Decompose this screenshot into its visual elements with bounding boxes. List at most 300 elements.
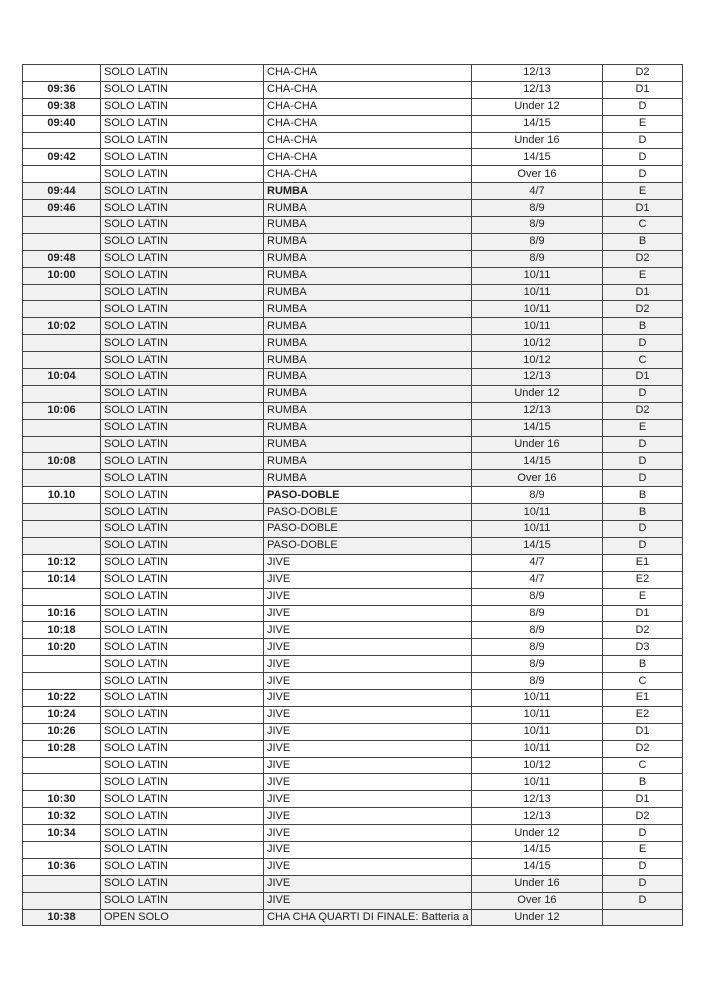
age-cell: 8/9	[472, 639, 603, 656]
time-cell: 10:24	[23, 706, 101, 723]
category-cell: SOLO LATIN	[101, 774, 264, 791]
category-cell: SOLO LATIN	[101, 706, 264, 723]
class-cell: E2	[603, 571, 683, 588]
dance-cell: RUMBA	[264, 267, 472, 284]
category-cell: SOLO LATIN	[101, 335, 264, 352]
class-cell: D	[603, 858, 683, 875]
age-cell: 14/15	[472, 841, 603, 858]
time-cell: 10:06	[23, 402, 101, 419]
class-cell: D	[603, 453, 683, 470]
time-cell	[23, 504, 101, 521]
dance-cell: RUMBA	[264, 436, 472, 453]
time-cell	[23, 757, 101, 774]
dance-cell: RUMBA	[264, 301, 472, 318]
age-cell: 10/11	[472, 706, 603, 723]
table-row	[23, 791, 683, 808]
age-cell: Under 12	[472, 98, 603, 115]
class-cell: E	[603, 115, 683, 132]
dance-cell: JIVE	[264, 892, 472, 909]
dance-cell: CHA-CHA	[264, 98, 472, 115]
age-cell: Under 16	[472, 875, 603, 892]
age-cell: 14/15	[472, 115, 603, 132]
dance-cell: CHA-CHA	[264, 81, 472, 98]
dance-cell: PASO-DOBLE	[264, 487, 472, 504]
table-row	[23, 81, 683, 98]
category-cell: SOLO LATIN	[101, 318, 264, 335]
category-cell: SOLO LATIN	[101, 419, 264, 436]
table-row	[23, 217, 683, 234]
time-cell	[23, 385, 101, 402]
time-cell: 09:38	[23, 98, 101, 115]
category-cell: OPEN SOLO	[101, 909, 264, 926]
dance-cell: JIVE	[264, 757, 472, 774]
time-cell	[23, 588, 101, 605]
age-cell: 10/11	[472, 689, 603, 706]
category-cell: SOLO LATIN	[101, 183, 264, 200]
time-cell	[23, 673, 101, 690]
class-cell: D	[603, 825, 683, 842]
time-cell: 10:26	[23, 723, 101, 740]
category-cell: SOLO LATIN	[101, 892, 264, 909]
time-cell	[23, 841, 101, 858]
table-row	[23, 723, 683, 740]
class-cell: C	[603, 217, 683, 234]
class-cell: E1	[603, 554, 683, 571]
age-cell: Under 12	[472, 909, 603, 926]
age-cell: 10/11	[472, 774, 603, 791]
age-cell: 8/9	[472, 233, 603, 250]
dance-cell: JIVE	[264, 825, 472, 842]
class-cell: D	[603, 470, 683, 487]
dance-cell: JIVE	[264, 875, 472, 892]
category-cell: SOLO LATIN	[101, 132, 264, 149]
class-cell: E	[603, 183, 683, 200]
class-cell: D	[603, 149, 683, 166]
age-cell: 10/11	[472, 740, 603, 757]
table-row	[23, 453, 683, 470]
table-row	[23, 673, 683, 690]
age-cell: 4/7	[472, 571, 603, 588]
table-row	[23, 402, 683, 419]
age-cell: 12/13	[472, 402, 603, 419]
table-row	[23, 166, 683, 183]
dance-cell: RUMBA	[264, 419, 472, 436]
class-cell: D	[603, 892, 683, 909]
table-row	[23, 757, 683, 774]
dance-cell: JIVE	[264, 588, 472, 605]
time-cell: 10:12	[23, 554, 101, 571]
age-cell: 14/15	[472, 453, 603, 470]
category-cell: SOLO LATIN	[101, 554, 264, 571]
age-cell: 14/15	[472, 858, 603, 875]
table-row	[23, 774, 683, 791]
category-cell: SOLO LATIN	[101, 233, 264, 250]
class-cell: D1	[603, 791, 683, 808]
age-cell: 10/11	[472, 521, 603, 538]
time-cell	[23, 65, 101, 82]
time-cell	[23, 875, 101, 892]
category-cell: SOLO LATIN	[101, 875, 264, 892]
table-row	[23, 571, 683, 588]
category-cell: SOLO LATIN	[101, 791, 264, 808]
table-row	[23, 419, 683, 436]
category-cell: SOLO LATIN	[101, 808, 264, 825]
category-cell: SOLO LATIN	[101, 166, 264, 183]
dance-cell: RUMBA	[264, 183, 472, 200]
dance-cell: RUMBA	[264, 470, 472, 487]
class-cell: D1	[603, 605, 683, 622]
class-cell: D2	[603, 65, 683, 82]
dance-cell: RUMBA	[264, 335, 472, 352]
table-row	[23, 825, 683, 842]
time-cell	[23, 774, 101, 791]
category-cell: SOLO LATIN	[101, 301, 264, 318]
age-cell: Over 16	[472, 166, 603, 183]
schedule-table	[22, 64, 683, 926]
time-cell	[23, 335, 101, 352]
time-cell: 10:04	[23, 369, 101, 386]
category-cell: SOLO LATIN	[101, 723, 264, 740]
table-row	[23, 284, 683, 301]
table-row	[23, 841, 683, 858]
category-cell: SOLO LATIN	[101, 284, 264, 301]
time-cell: 10:28	[23, 740, 101, 757]
dance-cell: RUMBA	[264, 453, 472, 470]
age-cell: 12/13	[472, 369, 603, 386]
class-cell: B	[603, 318, 683, 335]
time-cell	[23, 521, 101, 538]
table-row	[23, 537, 683, 554]
age-cell: 8/9	[472, 656, 603, 673]
dance-cell: JIVE	[264, 808, 472, 825]
dance-cell: CHA-CHA	[264, 65, 472, 82]
table-row	[23, 200, 683, 217]
class-cell: E	[603, 588, 683, 605]
time-cell: 10:14	[23, 571, 101, 588]
table-row	[23, 605, 683, 622]
age-cell: Over 16	[472, 470, 603, 487]
dance-cell: JIVE	[264, 774, 472, 791]
dance-cell: PASO-DOBLE	[264, 521, 472, 538]
dance-cell: CHA CHA QUARTI DI FINALE: Batteria a	[264, 909, 472, 926]
age-cell: Over 16	[472, 892, 603, 909]
class-cell: E	[603, 841, 683, 858]
category-cell: SOLO LATIN	[101, 385, 264, 402]
category-cell: SOLO LATIN	[101, 81, 264, 98]
dance-cell: JIVE	[264, 571, 472, 588]
dance-cell: JIVE	[264, 841, 472, 858]
class-cell: D1	[603, 200, 683, 217]
table-row	[23, 909, 683, 926]
dance-cell: JIVE	[264, 622, 472, 639]
category-cell: SOLO LATIN	[101, 673, 264, 690]
class-cell: D	[603, 166, 683, 183]
time-cell: 10:02	[23, 318, 101, 335]
time-cell	[23, 217, 101, 234]
table-row	[23, 639, 683, 656]
time-cell: 10:30	[23, 791, 101, 808]
time-cell: 10:22	[23, 689, 101, 706]
dance-cell: RUMBA	[264, 233, 472, 250]
table-row	[23, 554, 683, 571]
table-row	[23, 267, 683, 284]
schedule-body	[23, 65, 683, 926]
time-cell: 09:36	[23, 81, 101, 98]
category-cell: SOLO LATIN	[101, 470, 264, 487]
age-cell: 10/11	[472, 318, 603, 335]
age-cell: 10/11	[472, 723, 603, 740]
age-cell: 10/11	[472, 284, 603, 301]
class-cell: D2	[603, 740, 683, 757]
age-cell: 8/9	[472, 217, 603, 234]
dance-cell: RUMBA	[264, 402, 472, 419]
time-cell: 10:34	[23, 825, 101, 842]
age-cell: 4/7	[472, 183, 603, 200]
class-cell: D	[603, 132, 683, 149]
category-cell: SOLO LATIN	[101, 740, 264, 757]
age-cell: 10/12	[472, 352, 603, 369]
age-cell: 12/13	[472, 65, 603, 82]
category-cell: SOLO LATIN	[101, 200, 264, 217]
time-cell: 09:40	[23, 115, 101, 132]
table-row	[23, 352, 683, 369]
class-cell: C	[603, 757, 683, 774]
age-cell: 14/15	[472, 149, 603, 166]
table-row	[23, 98, 683, 115]
class-cell: C	[603, 673, 683, 690]
table-row	[23, 504, 683, 521]
class-cell: D2	[603, 301, 683, 318]
category-cell: SOLO LATIN	[101, 588, 264, 605]
table-row	[23, 892, 683, 909]
age-cell: 10/11	[472, 301, 603, 318]
category-cell: SOLO LATIN	[101, 521, 264, 538]
category-cell: SOLO LATIN	[101, 115, 264, 132]
table-row	[23, 318, 683, 335]
class-cell: B	[603, 504, 683, 521]
class-cell: D	[603, 98, 683, 115]
table-row	[23, 656, 683, 673]
dance-cell: JIVE	[264, 656, 472, 673]
class-cell: D	[603, 875, 683, 892]
time-cell	[23, 352, 101, 369]
table-row	[23, 521, 683, 538]
category-cell: SOLO LATIN	[101, 217, 264, 234]
category-cell: SOLO LATIN	[101, 250, 264, 267]
age-cell: 10/11	[472, 267, 603, 284]
age-cell: 8/9	[472, 588, 603, 605]
table-row	[23, 588, 683, 605]
time-cell	[23, 284, 101, 301]
dance-cell: JIVE	[264, 740, 472, 757]
time-cell: 10:00	[23, 267, 101, 284]
dance-cell: JIVE	[264, 554, 472, 571]
category-cell: SOLO LATIN	[101, 639, 264, 656]
class-cell: D2	[603, 250, 683, 267]
class-cell: B	[603, 487, 683, 504]
category-cell: SOLO LATIN	[101, 149, 264, 166]
dance-cell: JIVE	[264, 791, 472, 808]
class-cell	[603, 909, 683, 926]
table-row	[23, 706, 683, 723]
time-cell: 10:36	[23, 858, 101, 875]
class-cell: E2	[603, 706, 683, 723]
table-row	[23, 115, 683, 132]
category-cell: SOLO LATIN	[101, 571, 264, 588]
dance-cell: JIVE	[264, 723, 472, 740]
category-cell: SOLO LATIN	[101, 267, 264, 284]
table-row	[23, 858, 683, 875]
time-cell: 09:46	[23, 200, 101, 217]
table-row	[23, 622, 683, 639]
class-cell: E	[603, 267, 683, 284]
class-cell: E	[603, 419, 683, 436]
table-row	[23, 335, 683, 352]
age-cell: 8/9	[472, 487, 603, 504]
age-cell: 8/9	[472, 200, 603, 217]
time-cell: 10:16	[23, 605, 101, 622]
class-cell: D3	[603, 639, 683, 656]
dance-cell: RUMBA	[264, 352, 472, 369]
time-cell	[23, 656, 101, 673]
category-cell: SOLO LATIN	[101, 352, 264, 369]
time-cell	[23, 892, 101, 909]
time-cell	[23, 301, 101, 318]
time-cell: 10:20	[23, 639, 101, 656]
age-cell: 8/9	[472, 250, 603, 267]
time-cell	[23, 419, 101, 436]
class-cell: D1	[603, 81, 683, 98]
time-cell: 10.10	[23, 487, 101, 504]
category-cell: SOLO LATIN	[101, 504, 264, 521]
time-cell: 09:44	[23, 183, 101, 200]
dance-cell: PASO-DOBLE	[264, 537, 472, 554]
age-cell: 10/12	[472, 757, 603, 774]
time-cell	[23, 470, 101, 487]
time-cell	[23, 132, 101, 149]
table-row	[23, 183, 683, 200]
dance-cell: RUMBA	[264, 369, 472, 386]
time-cell	[23, 436, 101, 453]
age-cell: 8/9	[472, 605, 603, 622]
table-row	[23, 875, 683, 892]
class-cell: D1	[603, 369, 683, 386]
dance-cell: JIVE	[264, 689, 472, 706]
class-cell: C	[603, 352, 683, 369]
class-cell: D	[603, 385, 683, 402]
dance-cell: JIVE	[264, 858, 472, 875]
category-cell: SOLO LATIN	[101, 605, 264, 622]
table-row	[23, 369, 683, 386]
age-cell: Under 16	[472, 436, 603, 453]
category-cell: SOLO LATIN	[101, 487, 264, 504]
dance-cell: CHA-CHA	[264, 115, 472, 132]
category-cell: SOLO LATIN	[101, 757, 264, 774]
category-cell: SOLO LATIN	[101, 402, 264, 419]
category-cell: SOLO LATIN	[101, 689, 264, 706]
age-cell: 12/13	[472, 808, 603, 825]
category-cell: SOLO LATIN	[101, 656, 264, 673]
class-cell: D	[603, 521, 683, 538]
dance-cell: CHA-CHA	[264, 149, 472, 166]
age-cell: 10/11	[472, 504, 603, 521]
class-cell: D	[603, 335, 683, 352]
class-cell: D1	[603, 723, 683, 740]
table-row	[23, 132, 683, 149]
dance-cell: CHA-CHA	[264, 166, 472, 183]
time-cell: 10:38	[23, 909, 101, 926]
age-cell: 4/7	[472, 554, 603, 571]
class-cell: D2	[603, 808, 683, 825]
category-cell: SOLO LATIN	[101, 622, 264, 639]
table-row	[23, 385, 683, 402]
category-cell: SOLO LATIN	[101, 65, 264, 82]
age-cell: 14/15	[472, 419, 603, 436]
category-cell: SOLO LATIN	[101, 453, 264, 470]
age-cell: 12/13	[472, 791, 603, 808]
time-cell: 09:48	[23, 250, 101, 267]
category-cell: SOLO LATIN	[101, 825, 264, 842]
dance-cell: PASO-DOBLE	[264, 504, 472, 521]
dance-cell: RUMBA	[264, 318, 472, 335]
dance-cell: JIVE	[264, 639, 472, 656]
table-row	[23, 436, 683, 453]
time-cell	[23, 537, 101, 554]
category-cell: SOLO LATIN	[101, 537, 264, 554]
dance-cell: RUMBA	[264, 217, 472, 234]
age-cell: 8/9	[472, 622, 603, 639]
age-cell: 12/13	[472, 81, 603, 98]
table-row	[23, 250, 683, 267]
table-row	[23, 301, 683, 318]
class-cell: D	[603, 436, 683, 453]
category-cell: SOLO LATIN	[101, 841, 264, 858]
table-row	[23, 740, 683, 757]
dance-cell: RUMBA	[264, 284, 472, 301]
age-cell: 14/15	[472, 537, 603, 554]
class-cell: D2	[603, 622, 683, 639]
table-row	[23, 689, 683, 706]
table-row	[23, 233, 683, 250]
age-cell: 10/12	[472, 335, 603, 352]
class-cell: D2	[603, 402, 683, 419]
time-cell	[23, 233, 101, 250]
class-cell: E1	[603, 689, 683, 706]
time-cell	[23, 166, 101, 183]
age-cell: Under 12	[472, 825, 603, 842]
table-row	[23, 149, 683, 166]
category-cell: SOLO LATIN	[101, 436, 264, 453]
time-cell: 10:18	[23, 622, 101, 639]
class-cell: B	[603, 656, 683, 673]
dance-cell: JIVE	[264, 605, 472, 622]
age-cell: Under 16	[472, 132, 603, 149]
table-row	[23, 65, 683, 82]
class-cell: B	[603, 774, 683, 791]
category-cell: SOLO LATIN	[101, 98, 264, 115]
age-cell: Under 12	[472, 385, 603, 402]
class-cell: D1	[603, 284, 683, 301]
dance-cell: RUMBA	[264, 250, 472, 267]
table-row	[23, 470, 683, 487]
table-row	[23, 487, 683, 504]
category-cell: SOLO LATIN	[101, 858, 264, 875]
class-cell: B	[603, 233, 683, 250]
dance-cell: RUMBA	[264, 200, 472, 217]
table-row	[23, 808, 683, 825]
dance-cell: CHA-CHA	[264, 132, 472, 149]
dance-cell: JIVE	[264, 673, 472, 690]
